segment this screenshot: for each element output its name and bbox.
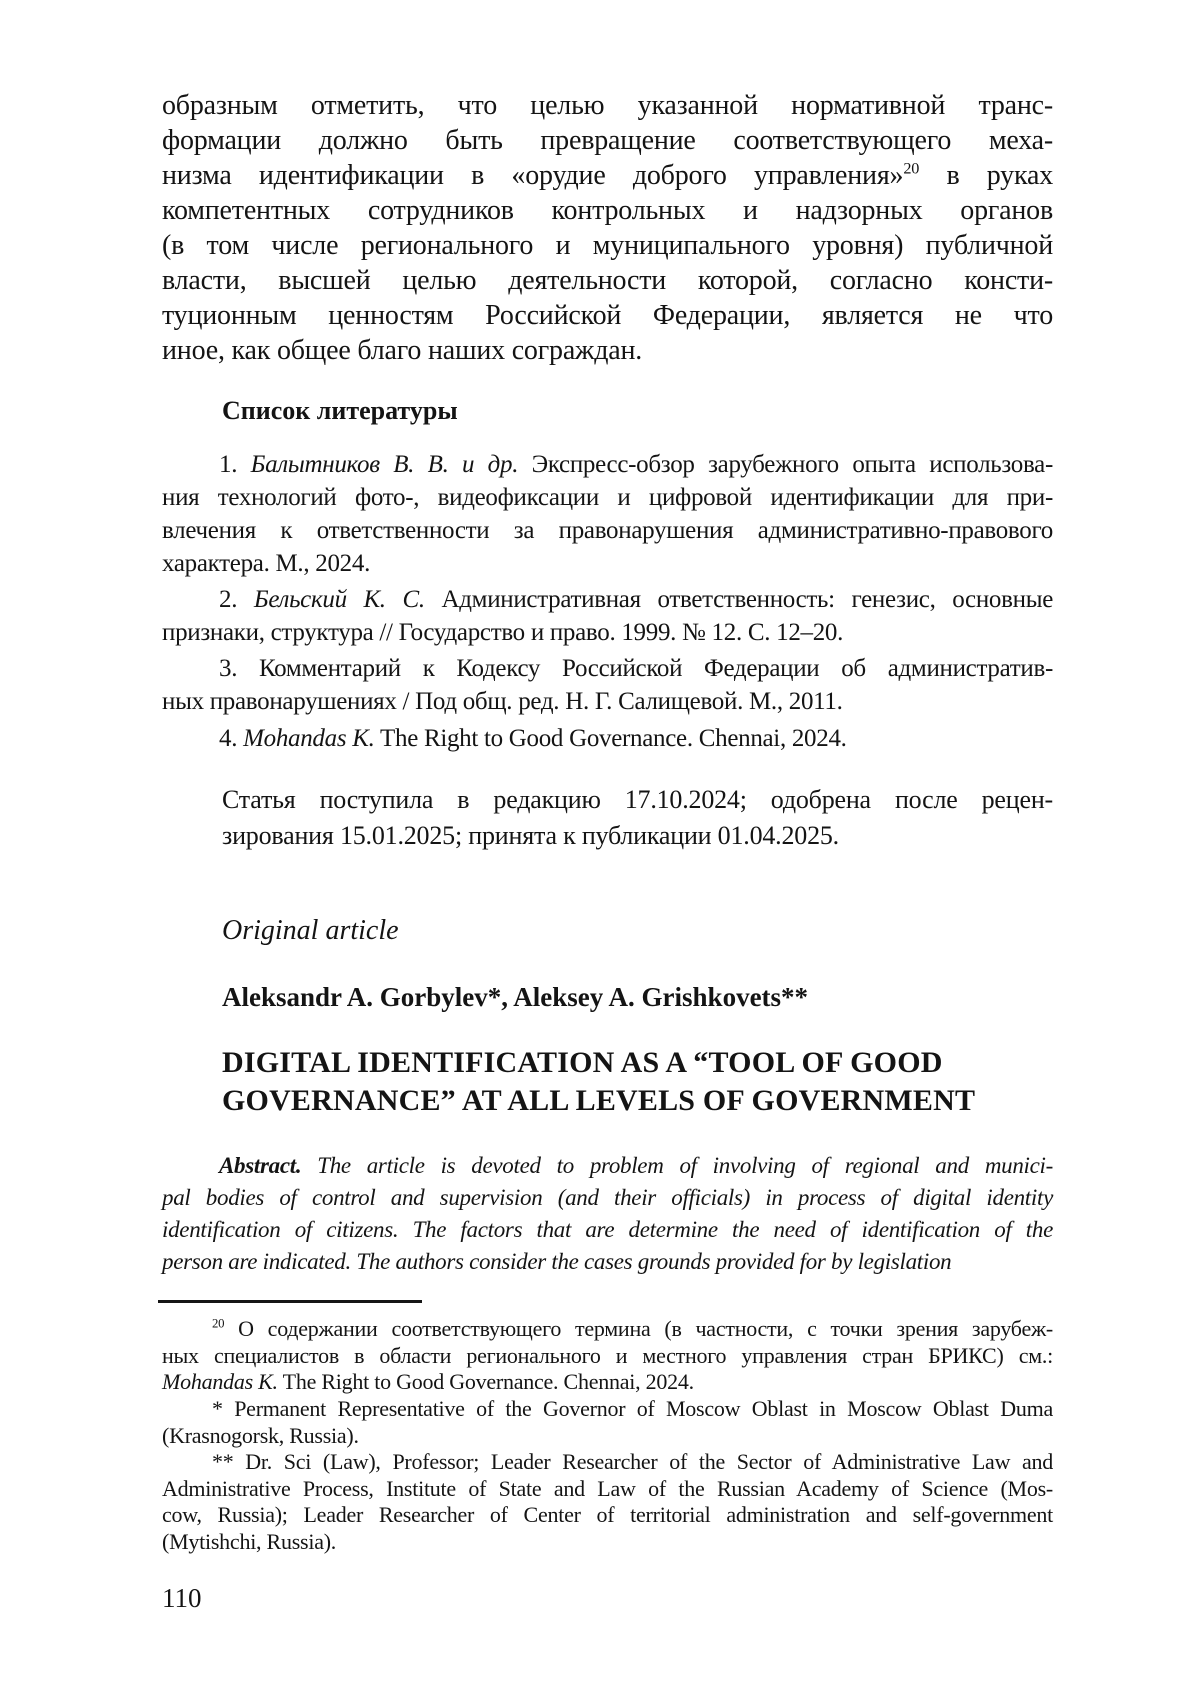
- text-line: identification of citizens. The factors that are determine the need of identification of the: [162, 1217, 1053, 1242]
- footnote-author-affiliation-2: [162, 1449, 1053, 1555]
- text-line: власти, высшей целью деятельности которой, согласно консти-: [162, 265, 1053, 296]
- reference-item-2: [162, 583, 1053, 649]
- received-dates-note: [222, 782, 1053, 854]
- text-line: 3. Комментарий к Кодексу Российской Федерации об административ-: [219, 655, 1053, 682]
- abstract-paragraph: [162, 1150, 1053, 1278]
- footnote-20: [162, 1316, 1053, 1396]
- text-line: формации должно быть превращение соответствующего меха-: [162, 125, 1053, 156]
- text-line: (Krasnogorsk, Russia).: [162, 1422, 359, 1448]
- text-line: компетентных сотрудников контрольных и надзорных органов: [162, 195, 1053, 226]
- references-heading: Список литературы: [222, 396, 458, 425]
- text-line: GOVERNANCE” AT ALL LEVELS OF GOVERNMENT: [222, 1084, 976, 1117]
- text-line: влечения к ответственности за правонарушения административно-правового: [162, 517, 1053, 544]
- text-line: образным отметить, что целью указанной нормативной транс-: [162, 90, 1053, 121]
- text-line: ных специалистов в области регионального и местного управления стран БРИКС) см.:: [162, 1342, 1053, 1368]
- article-title-english: [222, 1044, 1053, 1120]
- text-line: $^{20}$ О содержании соответствующего термина (в частности, с точки зрения зарубеж-: [212, 1316, 1053, 1341]
- body-paragraph: [162, 88, 1053, 368]
- reference-item-1: [162, 448, 1053, 580]
- text-line: DIGITAL IDENTIFICATION AS A “TOOL OF GOOD: [222, 1046, 943, 1079]
- text-line: Administrative Process, Institute of State and Law of the Russian Academy of Science (Mos-: [162, 1475, 1053, 1501]
- reference-item-3: [162, 652, 1053, 718]
- text-line: person are indicated. The authors consider the cases grounds provided for by legislation: [162, 1249, 952, 1274]
- reference-item-4: [162, 722, 1053, 755]
- article-type-label: Original article: [222, 915, 399, 946]
- footnote-separator-rule: [158, 1300, 422, 1303]
- text-line: pal bodies of control and supervision (and their officials) in process of digital identity: [162, 1185, 1053, 1210]
- text-line: 4. Mohandas K. The Right to Good Governance. Chennai, 2024.: [219, 725, 847, 752]
- text-line: Abstract. The article is devoted to problem of involving of regional and munici-: [219, 1153, 1053, 1178]
- text-line: ных правонарушениях / Под общ. ред. Н. Г. Салищевой. М., 2011.: [162, 688, 843, 715]
- footnote-author-affiliation-1: [162, 1396, 1053, 1449]
- text-line: 1. Балытников В. В. и др. Экспресс-обзор зарубежного опыта использова-: [219, 451, 1054, 478]
- page-number: 110: [162, 1583, 202, 1613]
- text-line: 2. Бельский К. С. Административная ответственность: генезис, основные: [219, 586, 1054, 613]
- text-line: туционным ценностям Российской Федерации, является не что: [162, 300, 1053, 331]
- text-line: cow, Russia); Leader Researcher of Center of territorial administration and self-government: [162, 1502, 1053, 1527]
- text-line: Статья поступила в редакцию 17.10.2024; одобрена после рецен-: [222, 785, 1053, 814]
- text-line: низма идентификации в «орудие доброго управления»$^{20}$ в руках: [162, 159, 1053, 191]
- text-line: * Permanent Representative of the Governor of Moscow Oblast in Moscow Oblast Duma: [212, 1396, 1053, 1421]
- text-line: иное, как общее благо наших сограждан.: [162, 335, 643, 366]
- text-line: (Mytishchi, Russia).: [162, 1528, 337, 1554]
- text-line: ния технологий фото-, видеофиксации и цифровой идентификации для при-: [162, 484, 1053, 511]
- text-line: характера. М., 2024.: [162, 550, 371, 577]
- authors-line: Aleksandr A. Gorbylev*, Aleksey A. Grishkovets**: [222, 982, 809, 1012]
- text-line: (в том числе регионального и муниципального уровня) публичной: [162, 230, 1053, 261]
- text-line: зирования 15.01.2025; принята к публикации 01.04.2025.: [222, 821, 839, 850]
- text-line: ** Dr. Sci (Law), Professor; Leader Researcher of the Sector of Administrative Law and: [212, 1449, 1053, 1474]
- text-line: признаки, структура // Государство и право. 1999. № 12. С. 12–20.: [162, 619, 844, 646]
- text-line: Mohandas K. The Right to Good Governance. Chennai, 2024.: [162, 1369, 694, 1394]
